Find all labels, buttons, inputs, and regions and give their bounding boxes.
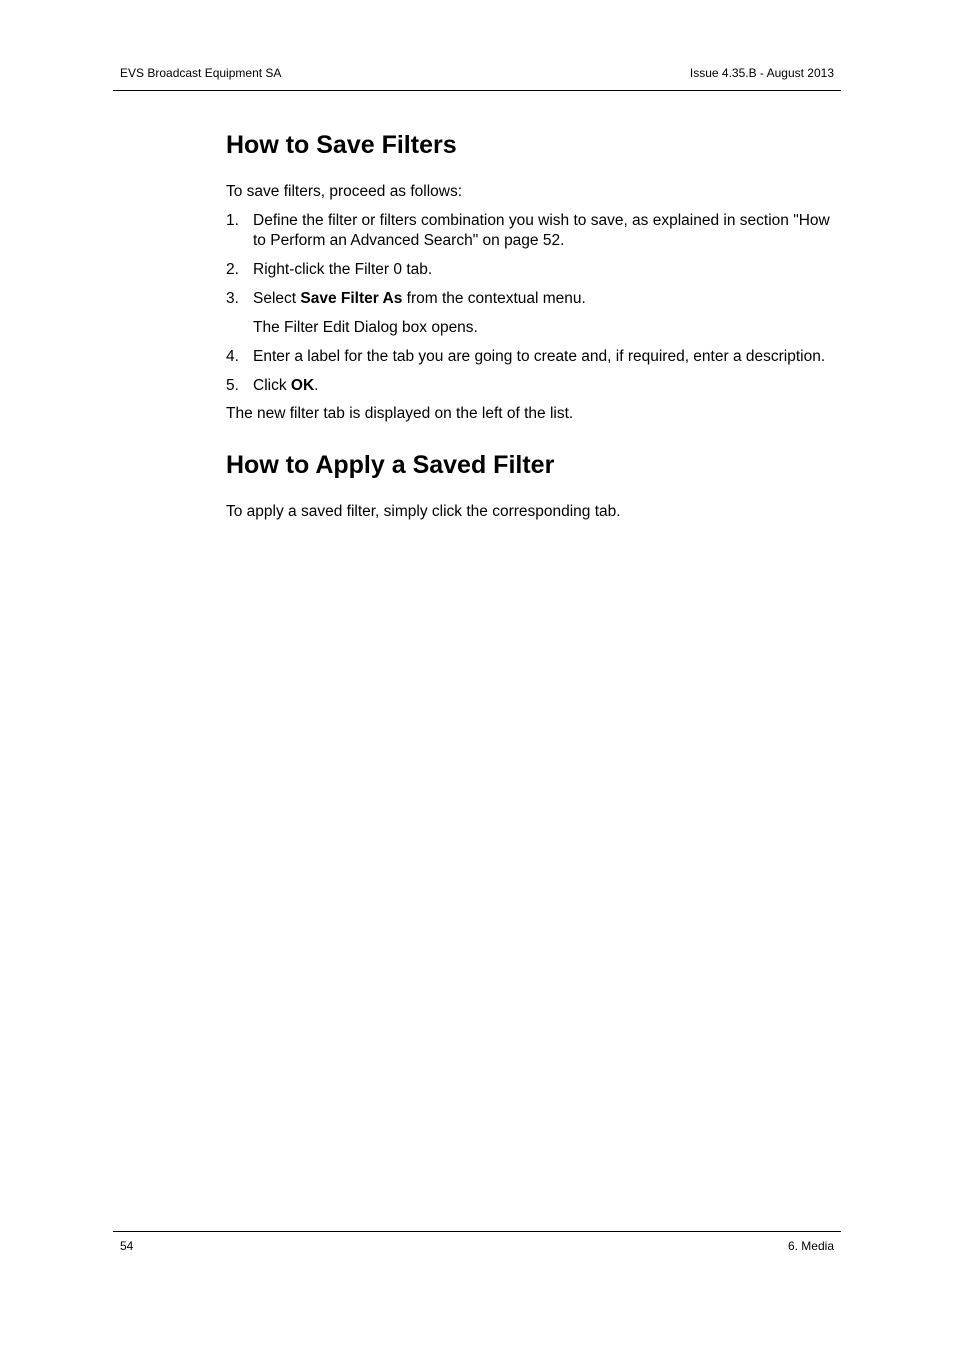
apply-filter-text: To apply a saved filter, simply click the corresponding tab. <box>226 503 621 520</box>
step-number: 5. <box>226 377 239 394</box>
step-number: 4. <box>226 348 239 365</box>
header-issue: Issue 4.35.B - August 2013 <box>689 66 834 80</box>
step-text: Enter a label for the tab you are going to create and, if required, enter a description. <box>253 348 826 365</box>
chapter-name: 6. Media <box>787 1239 834 1253</box>
section-title-save-filters: How to Save Filters <box>226 131 457 159</box>
step-text <box>253 376 838 396</box>
step-text: Right-click the Filter 0 tab. <box>253 261 433 278</box>
menu-item-save-filter-as: Save Filter As <box>300 290 403 307</box>
step-text-pre: Select <box>253 290 301 307</box>
step-text <box>253 289 838 309</box>
section-title-apply-saved-filter: How to Apply a Saved Filter <box>226 451 555 479</box>
page-footer <box>113 1231 841 1253</box>
step-text-post: . <box>314 377 319 394</box>
step-number: 2. <box>226 261 239 278</box>
page-header <box>113 64 841 91</box>
save-filters-outro: The new filter tab is displayed on the left of the list. <box>226 405 574 422</box>
step-text-pre: Click <box>253 377 291 394</box>
save-filters-intro: To save filters, proceed as follows: <box>226 183 463 200</box>
button-name-ok: OK <box>290 377 315 394</box>
step-text: Define the filter or filters combination you wish to save, as explained in section "How to Perform an Advanced Search" on page 52. <box>253 212 830 249</box>
page-number: 54 <box>120 1239 134 1253</box>
header-company: EVS Broadcast Equipment SA <box>120 66 282 80</box>
step-text-post: from the contextual menu. <box>402 290 586 307</box>
step-result-text: The Filter Edit Dialog box opens. <box>253 319 478 336</box>
step-number: 1. <box>226 212 239 229</box>
step-number: 3. <box>226 290 239 307</box>
